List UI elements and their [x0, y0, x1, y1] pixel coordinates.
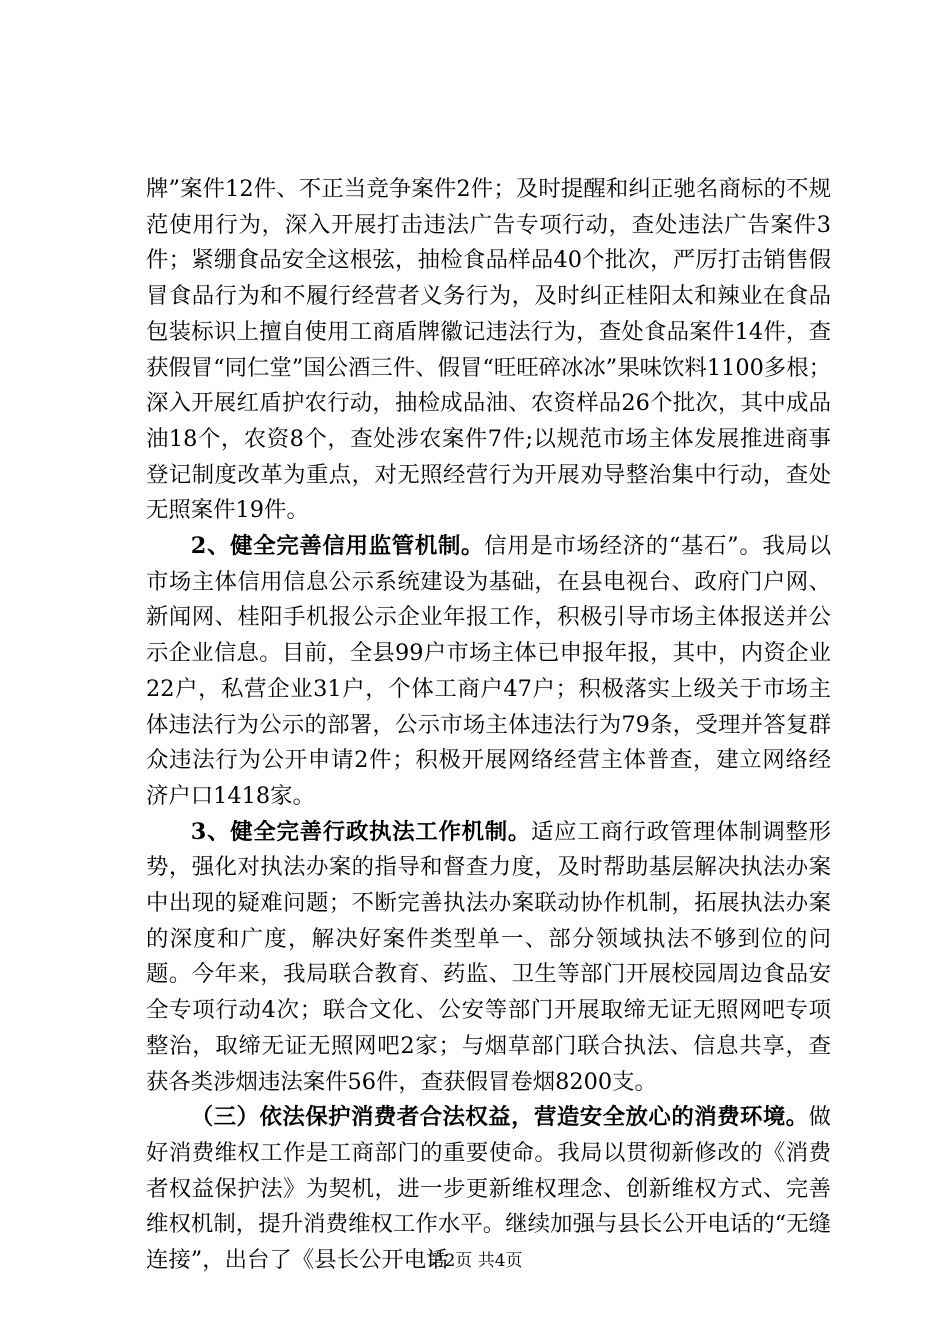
paragraph-2	[146, 529, 831, 815]
paragraph-4-heading: （三）依法保护消费者合法权益，营造安全放心的消费环境。	[190, 1104, 809, 1131]
paragraph-1-body: 牌”案件12件、不正当竞争案件2件；及时提醒和纠正驰名商标的不规范使用行为，深入开展打击违法广告专项行动，查处违法广告案件3件；紧绷食品安全这根弦，抽检食品样品40个批次，严厉打击销售假冒食品行为和不履行经营者义务行为，及时纠正桂阳太和辣业在食品包装标识上擅自使用工商盾牌徽记违法行为，查处食品案件14件，查获假冒“同仁堂”国公酒三件、假冒“旺旺碎冰冰”果味饮料1100多根；深入开展红盾护农行动，抽检成品油、农资样品26个批次，其中成品油18个，农资8个，查处涉农案件7件;以规范市场主体发展推进商事登记制度改革为重点，对无照经营行为开展劝导整治集中行动，查处无照案件19件。	[146, 176, 831, 524]
paragraph-1	[146, 172, 831, 529]
page-footer	[0, 1246, 950, 1271]
paragraph-3	[146, 815, 831, 1101]
paragraph-3-heading: 3、健全完善行政执法工作机制。	[190, 818, 531, 845]
paragraph-4-body: 做好消费维权工作是工商部门的重要使命。我局以贯彻新修改的《消费者权益保护法》为契机，进一步更新维权理念、创新维权方式、完善维权机制，提升消费维权工作水平。继续加强与县长公开电话的“无缝连接”，出台了《县长公开电话	[146, 1104, 831, 1274]
paragraph-2-heading: 2、健全完善信用监管机制。	[190, 533, 485, 560]
paragraph-2-body: 信用是市场经济的“基石”。我局以市场主体信用信息公示系统建设为基础，在县电视台、政府门户网、新闻网、桂阳手机报公示企业年报工作，积极引导市场主体报送并公示企业信息。目前，全县99户市场主体已申报年报，其中，内资企业22户，私营企业31户，个体工商户47户；积极落实上级关于市场主体违法行为公示的部署，公示市场主体违法行为79条，受理并答复群众违法行为公开申请2件；积极开展网络经营主体普查，建立网络经济户口1418家。	[146, 533, 831, 809]
document-body	[146, 172, 831, 1279]
page-number: 第2页 共4页	[427, 1251, 523, 1271]
paragraph-3-body: 适应工商行政管理体制调整形势，强化对执法办案的指导和督查力度，及时帮助基层解决执法办案中出现的疑难问题；不断完善执法办案联动协作机制，拓展执法办案的深度和广度，解决好案件类型单一、部分领域执法不够到位的问题。今年来，我局联合教育、药监、卫生等部门开展校园周边食品安全专项行动4次；联合文化、公安等部门开展取缔无证无照网吧专项整治，取缔无证无照网吧2家；与烟草部门联合执法、信息共享，查获各类涉烟违法案件56件，查获假冒卷烟8200支。	[146, 818, 831, 1095]
